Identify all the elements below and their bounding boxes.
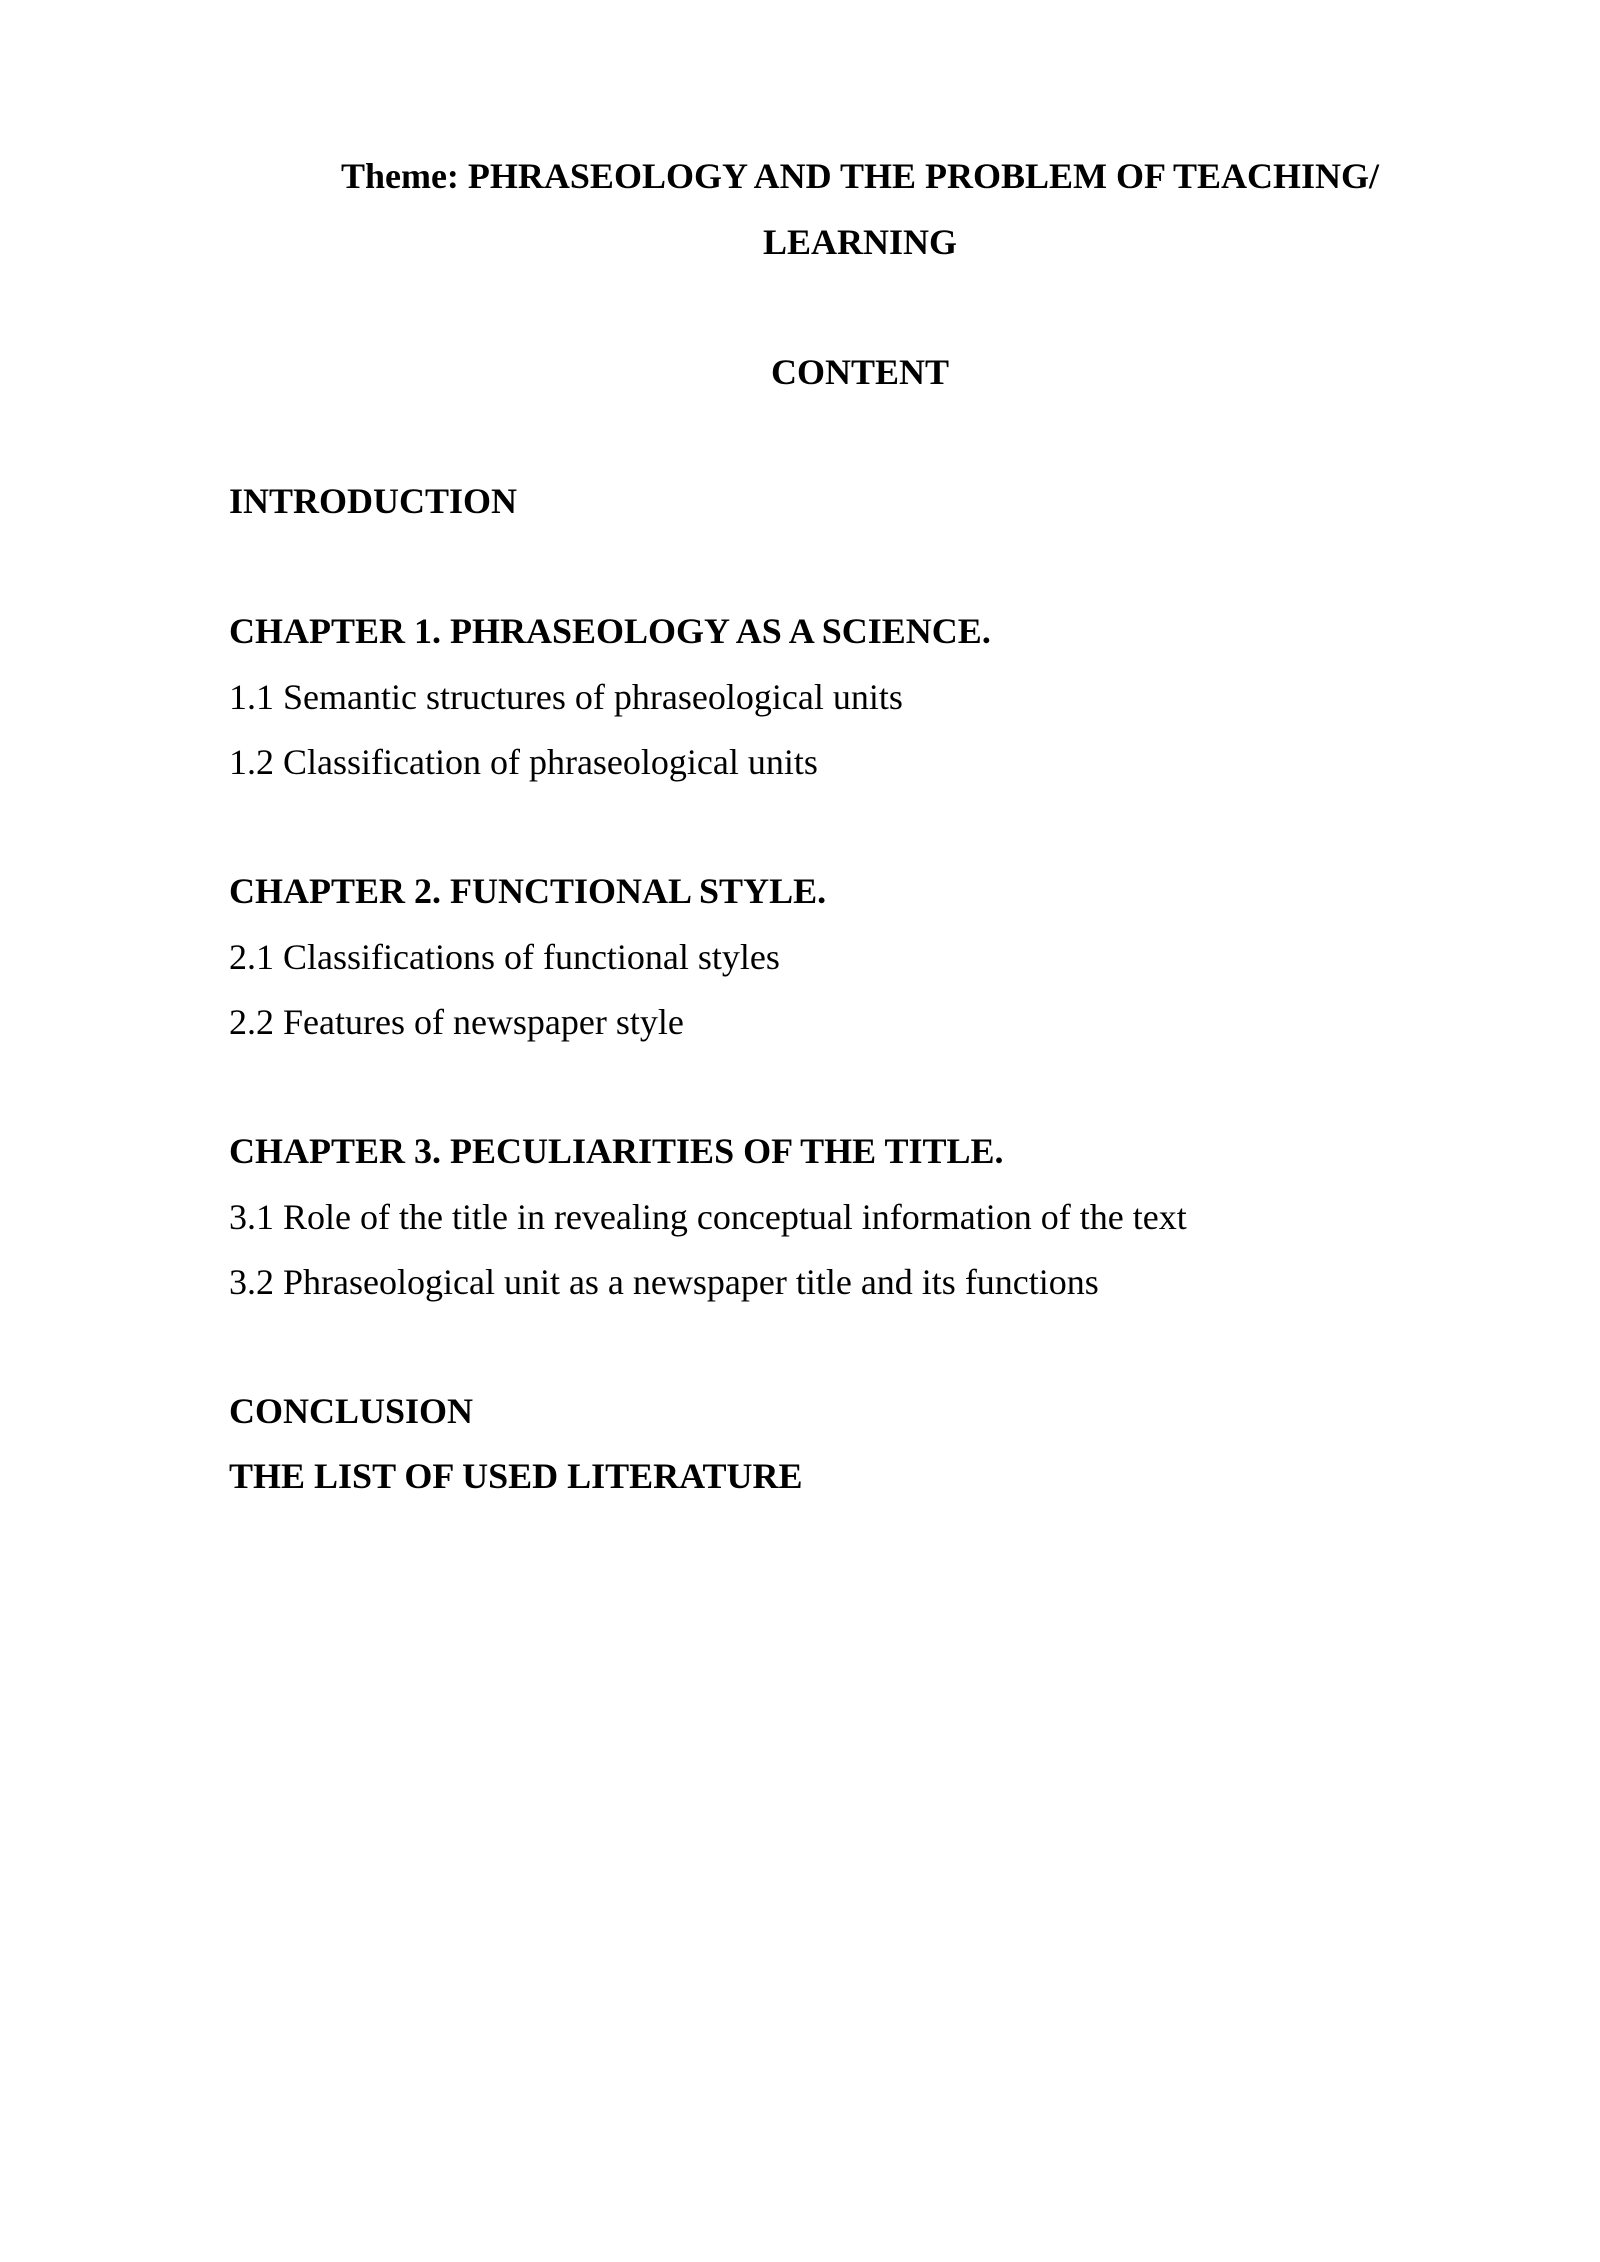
toc-section-3-2: 3.2 Phraseological unit as a newspaper title and its functions (229, 1262, 1099, 1302)
toc-chapter-1-title: CHAPTER 1. PHRASEOLOGY AS A SCIENCE. (229, 611, 991, 651)
toc-section-1-1: 1.1 Semantic structures of phraseological units (229, 677, 903, 717)
toc-section-2-1: 2.1 Classifications of functional styles (229, 937, 780, 977)
content-heading: CONTENT (770, 352, 950, 392)
toc-chapter-2-title: CHAPTER 2. FUNCTIONAL STYLE. (229, 871, 827, 911)
theme-title-line-1: Theme: PHRASEOLOGY AND THE PROBLEM OF TEACHING/ (340, 156, 1380, 196)
toc-introduction: INTRODUCTION (229, 481, 518, 521)
toc-literature: THE LIST OF USED LITERATURE (229, 1456, 803, 1496)
toc-section-1-2: 1.2 Classification of phraseological units (229, 742, 818, 782)
toc-section-2-2: 2.2 Features of newspaper style (229, 1002, 684, 1042)
toc-section-3-1: 3.1 Role of the title in revealing conceptual information of the text (229, 1197, 1187, 1237)
toc-conclusion: CONCLUSION (229, 1391, 474, 1431)
toc-chapter-3-title: CHAPTER 3. PECULIARITIES OF THE TITLE. (229, 1131, 1004, 1171)
theme-title-line-2: LEARNING (762, 222, 958, 262)
